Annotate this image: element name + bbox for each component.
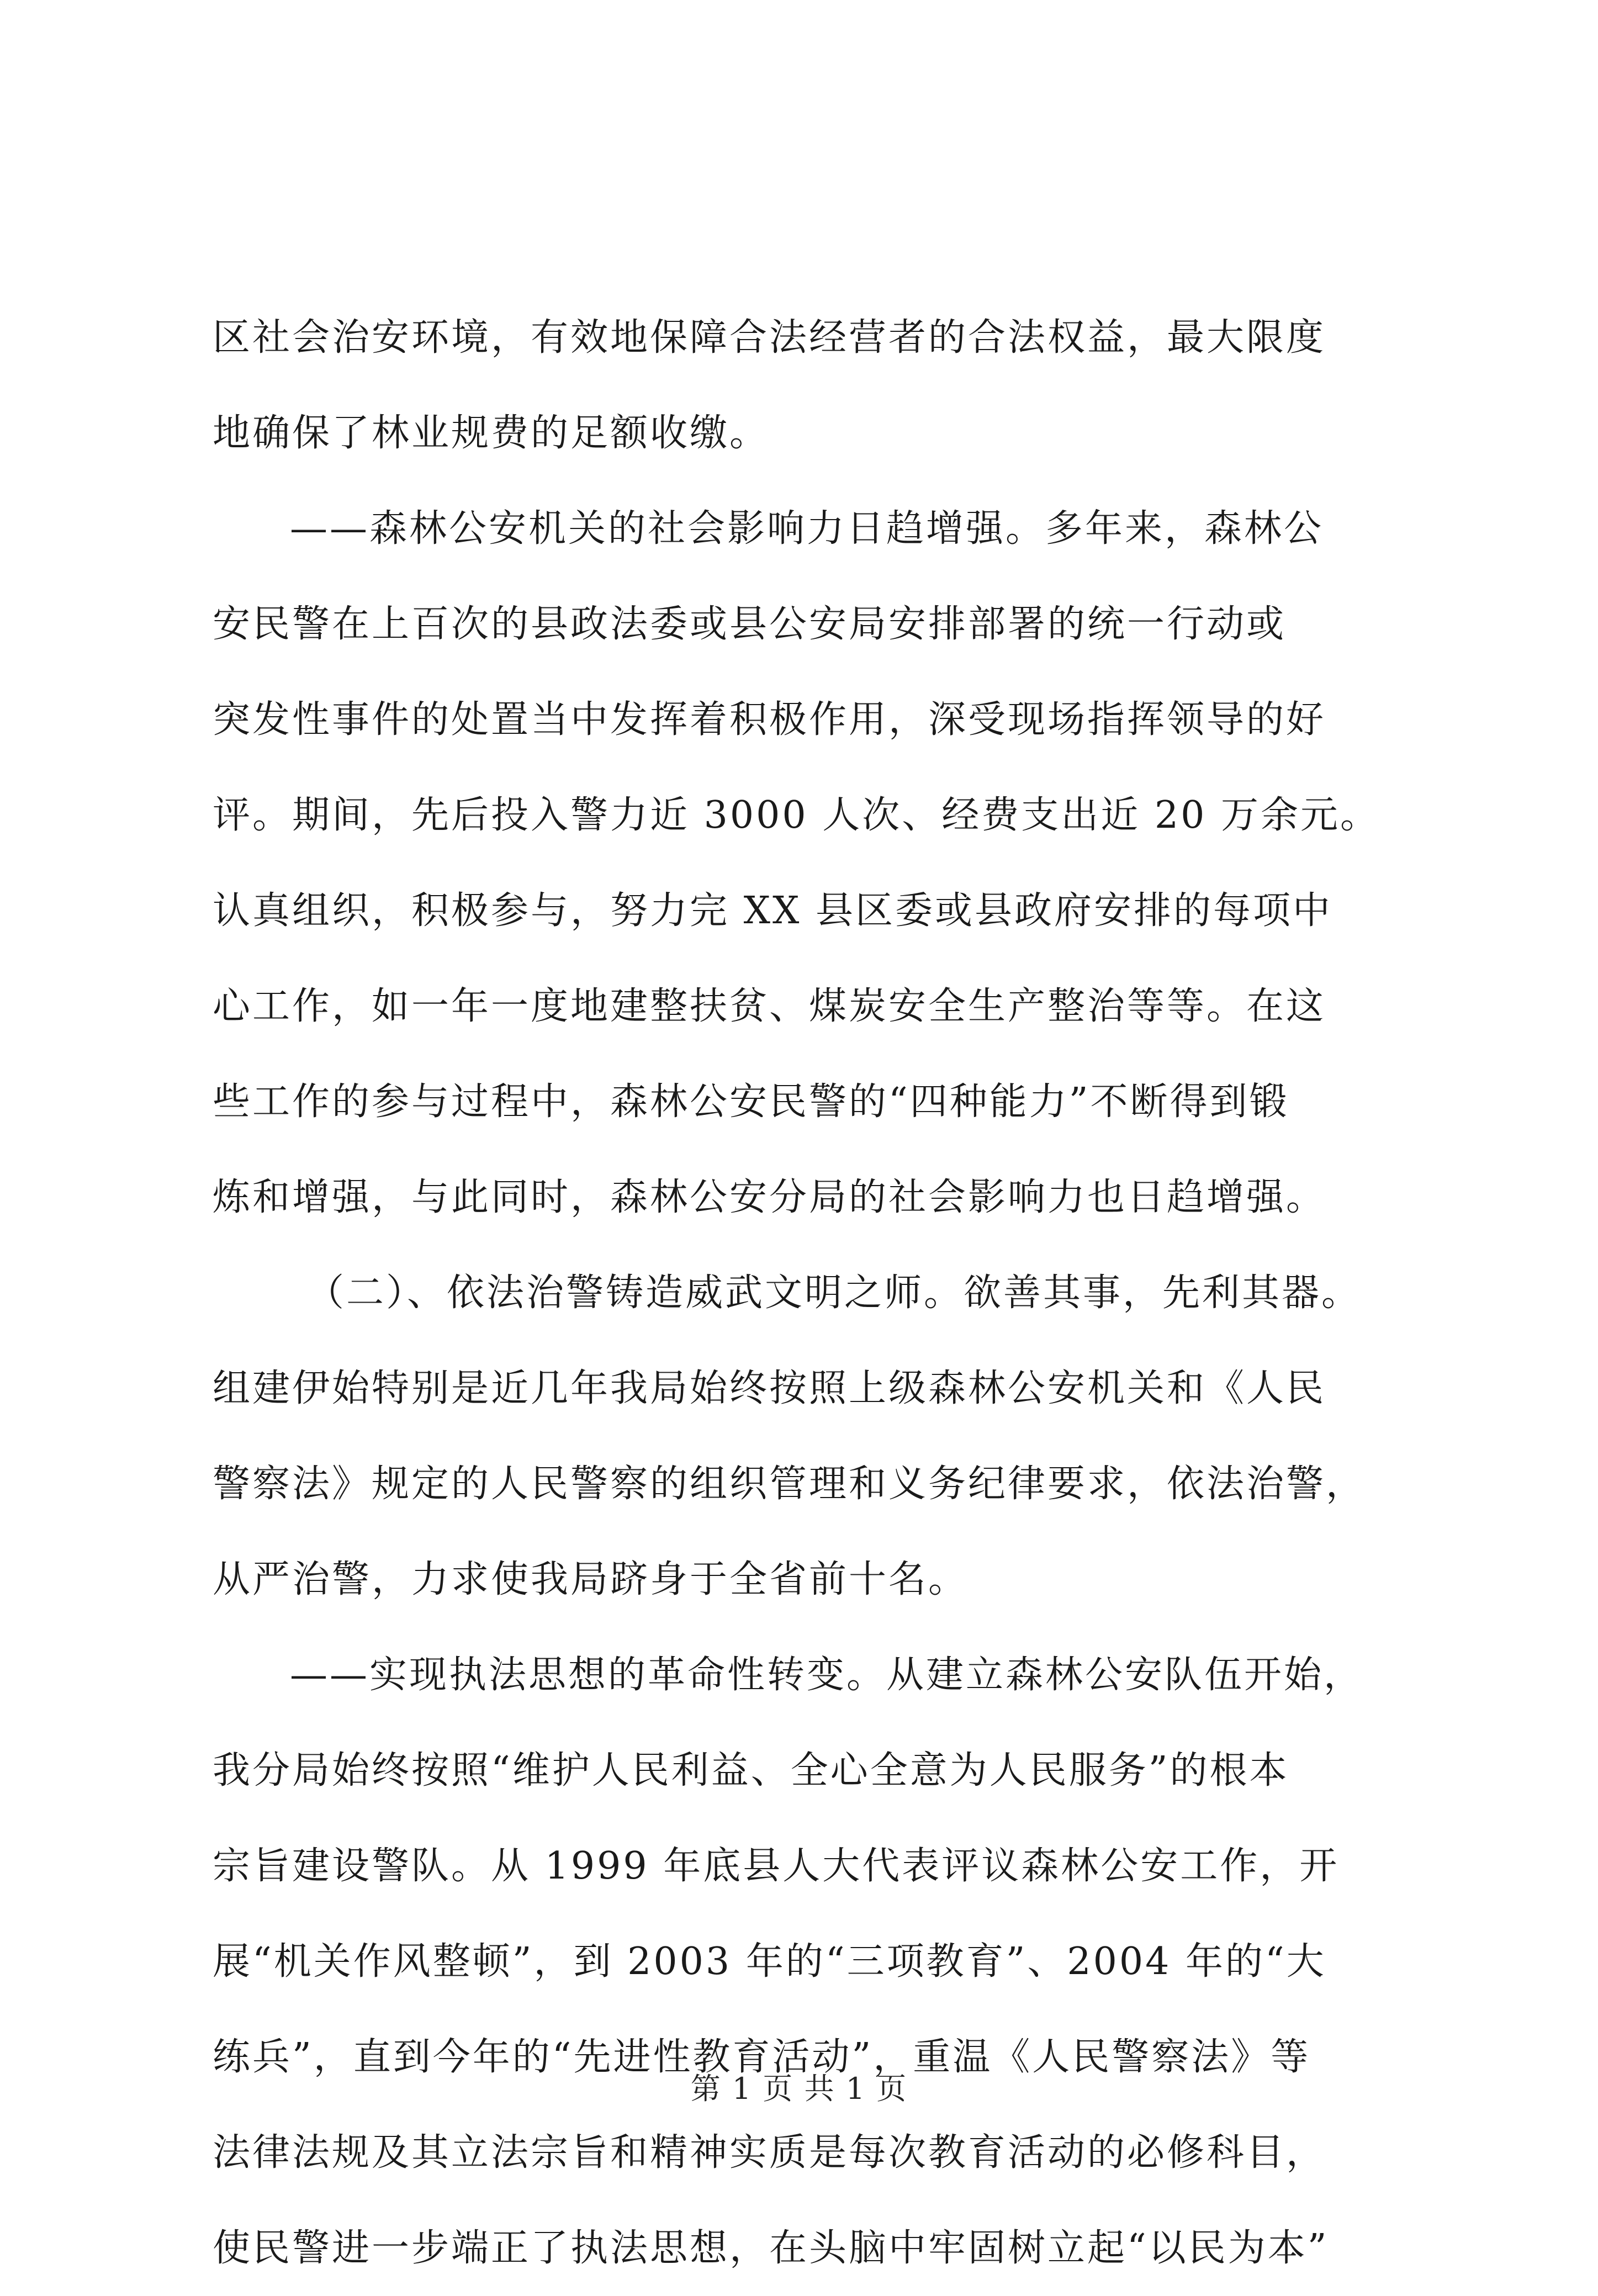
text-line: 警察法》规定的人民警察的组织管理和义务纪律要求，依法治警，: [213, 1462, 1366, 1506]
paragraph-start: ——森林公安机关的社会影响力日趋增强。多年来，森林公: [290, 507, 1324, 551]
page-number-footer: 第 1 页 共 1 页: [690, 2071, 908, 2106]
text-line: 使民警进一步端正了执法思想，在头脑中牢固树立起“以民为本”: [213, 2226, 1329, 2270]
text-line: 认真组织，积极参与，努力完 XX 县区委或县政府安排的每项中: [213, 889, 1333, 933]
text-line: 突发性事件的处置当中发挥着积极作用，深受现场指挥领导的好: [213, 698, 1326, 742]
text-line: 从严治警，力求使我局跻身于全省前十名。: [213, 1558, 969, 1601]
text-line: 练兵”，直到今年的“先进性教育活动”，重温《人民警察法》等: [213, 2035, 1311, 2079]
text-line: 些工作的参与过程中，森林公安民警的“四种能力”不断得到锻: [213, 1080, 1289, 1124]
text-line: 展“机关作风整顿”，到 2003 年的“三项教育”、2004 年的“大: [213, 1940, 1326, 1983]
text-line: 我分局始终按照“维护人民利益、全心全意为人民服务”的根本: [213, 1749, 1289, 1792]
text-line: 组建伊始特别是近几年我局始终按照上级森林公安机关和《人民: [213, 1367, 1326, 1410]
paragraph-start: ——实现执法思想的革命性转变。从建立森林公安队伍开始，: [290, 1653, 1364, 1697]
document-body: [213, 290, 1389, 2296]
text-line: 法律法规及其立法宗旨和精神实质是每次教育活动的必修科目，: [213, 2131, 1326, 2175]
text-line: 区社会治安环境，有效地保障合法经营者的合法权益，最大限度: [213, 316, 1326, 359]
section-heading: （二）、依法治警铸造威武文明之师。欲善其事，先利其器。: [306, 1271, 1362, 1315]
text-line: 炼和增强，与此同时，森林公安分局的社会影响力也日趋增强。: [213, 1176, 1326, 1219]
text-line: 评。期间，先后投入警力近 3000 人次、经费支出近 20 万余元。: [213, 793, 1380, 837]
text-line: 心工作，如一年一度地建整扶贫、煤炭安全生产整治等等。在这: [213, 985, 1326, 1028]
text-line: 宗旨建设警队。从 1999 年底县人大代表评议森林公安工作，开: [213, 1844, 1340, 1888]
text-line: 安民警在上百次的县政法委或县公安局安排部署的统一行动或: [213, 602, 1287, 646]
text-line: 地确保了林业规费的足额收缴。: [213, 411, 770, 455]
